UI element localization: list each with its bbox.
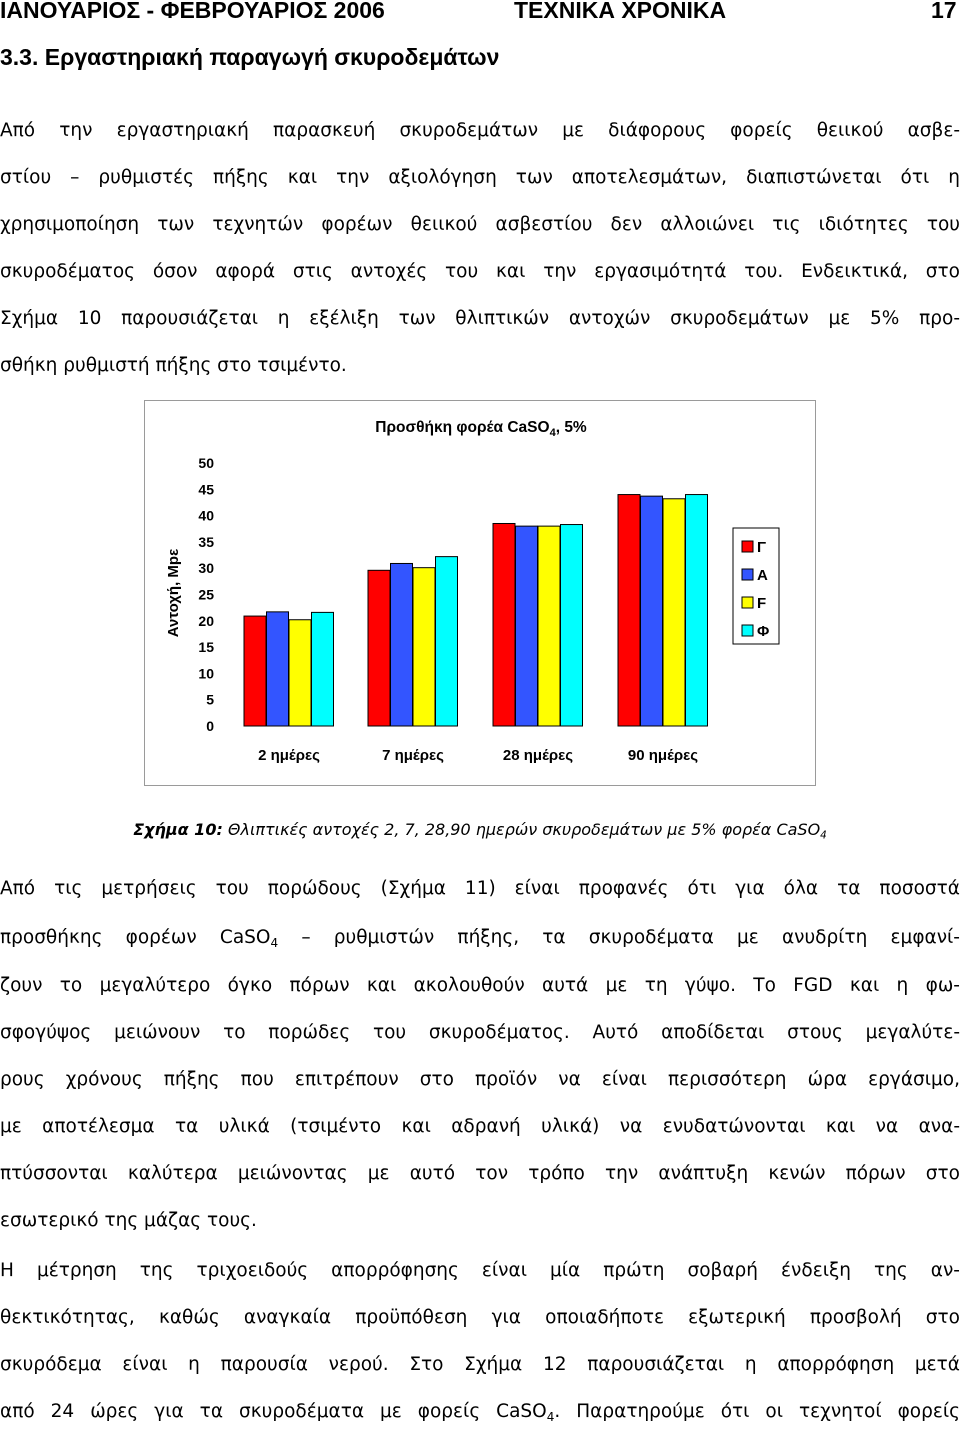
line-part: από 24 ώρες για τα σκυροδέματα με φορείς CaSO (0, 1401, 547, 1422)
paragraph-line (0, 1401, 960, 1427)
chart-legend (733, 528, 779, 644)
y-tick-label: 45 (198, 481, 214, 498)
y-tick-label: 40 (198, 507, 214, 524)
section-title: 3.3. Εργαστηριακή παραγωγή σκυροδεμάτων (0, 44, 500, 70)
caption-label: Σχήμα 10: (133, 820, 223, 839)
strength-bar-chart (144, 400, 816, 786)
paragraph-line: σκυρόδεμα είναι η παρουσία νερού. Στο Σχήμα 12 παρουσιάζεται η απορρόφηση μετά (0, 1354, 960, 1375)
chart-canvas (145, 401, 817, 787)
bar-Φ-0 (312, 612, 334, 726)
bar-Γ-3 (618, 495, 640, 726)
y-tick-label: 10 (198, 665, 214, 682)
legend-swatch (742, 597, 753, 608)
line-subscript: 4 (546, 1410, 555, 1425)
y-axis-ticks (198, 455, 214, 734)
y-tick-label: 5 (206, 691, 214, 708)
legend-box (733, 528, 779, 644)
y-tick-label: 35 (198, 533, 214, 550)
paragraph-line: χρησιμοποίηση των τεχνητών φορέων θειικού ασβεστίου δεν αλλοιώνει τις ιδιότητες του (0, 214, 960, 235)
page-header (0, 0, 960, 22)
bar-series (244, 495, 708, 726)
paragraph-line: θεκτικότητας, καθώς αναγκαία προϋπόθεση για οποιαδήποτε εξωτερική προσβολή στο (0, 1307, 960, 1328)
x-tick-label: 7 ημέρες (382, 747, 444, 764)
y-axis-label: Αντοχή, Mpε (165, 548, 182, 638)
x-tick-label: 28 ημέρες (502, 747, 574, 764)
line-part: . Παρατηρούμε ότι οι τεχνητοί φορείς (554, 1401, 960, 1422)
paragraph-line: σφογύψος μειώνουν το πορώδες του σκυροδέματος. Αυτό αποδίδεται στους μεγαλύτε- (0, 1022, 960, 1043)
x-tick-label: 2 ημέρες (258, 747, 320, 764)
paragraph-line: στίου – ρυθμιστές πήξης και την αξιολόγηση των αποτελεσμάτων, διαπιστώνεται ότι η (0, 167, 960, 188)
legend-label: A (757, 567, 768, 584)
y-tick-label: 0 (206, 718, 214, 734)
line-part: προσθήκης φορέων CaSO (0, 927, 271, 948)
bar-F-0 (289, 620, 311, 726)
bar-A-0 (267, 612, 289, 726)
y-tick-label: 15 (198, 639, 214, 656)
x-axis-labels (258, 747, 698, 764)
bar-Γ-1 (368, 570, 390, 726)
paragraph-line: ρους χρόνους πήξης που επιτρέπουν στο προϊόν να είναι περισσότερη ώρα εργάσιμο, (0, 1069, 960, 1090)
bar-A-1 (391, 563, 413, 726)
chart-title (375, 419, 587, 439)
paragraph-line: ζουν το μεγαλύτερο όγκο πόρων και ακολουθούν αυτά με τη γύψο. Το FGD και η φω- (0, 975, 960, 996)
bar-F-3 (663, 499, 685, 726)
legend-swatch (742, 625, 753, 636)
bar-Φ-1 (436, 557, 458, 726)
paragraph-line: Σχήμα 10 παρουσιάζεται η εξέλιξη των θλιπτικών αντοχών σκυροδεμάτων με 5% προ- (0, 308, 960, 329)
bar-F-2 (538, 526, 560, 726)
page-number: 17 (931, 0, 957, 23)
bar-Φ-3 (686, 495, 708, 726)
caption-subscript: 4 (820, 829, 827, 842)
paragraph-line: με αποτέλεσμα τα υλικά (τσιμέντο και αδρανή υλικά) να ενυδατώνονται και να ανα- (0, 1116, 960, 1137)
header-journal-name: ΤΕΧΝΙΚΑ ΧΡΟΝΙΚΑ (514, 0, 727, 23)
paragraph-line: πτύσσονται καλύτερα μειώνοντας με αυτό τον τρόπο την ανάπτυξη κενών πόρων στο (0, 1163, 960, 1184)
line-subscript: 4 (270, 936, 279, 951)
bar-A-3 (641, 496, 663, 726)
y-tick-label: 25 (198, 586, 214, 603)
y-tick-label: 30 (198, 560, 214, 577)
legend-label: Φ (757, 623, 770, 640)
paragraph-line: εσωτερικό της μάζας τους. (0, 1210, 257, 1231)
paragraph-line: Από τις μετρήσεις του πορώδους (Σχήμα 11) είναι προφανές ότι για όλα τα ποσοστά (0, 878, 960, 899)
bar-Γ-2 (493, 523, 515, 726)
legend-swatch (742, 569, 753, 580)
legend-label: F (757, 595, 767, 612)
y-tick-label: 20 (198, 612, 214, 629)
x-tick-label: 90 ημέρες (627, 747, 699, 764)
paragraph-line: Η μέτρηση της τριχοειδούς απορρόφησης είναι μία πρώτη σοβαρή ένδειξη της αν- (0, 1260, 960, 1281)
paragraph-line: σκυροδέματος όσον αφορά στις αντοχές του και την εργασιμότητά του. Ενδεικτικά, στο (0, 261, 960, 282)
chart-title-text: Προσθήκη φορέα CaSO (375, 419, 550, 436)
header-issue-date: ΙΑΝΟΥΑΡΙΟΣ - ΦΕΒΡΟΥΑΡΙΟΣ 2006 (0, 0, 385, 23)
y-tick-label: 50 (198, 455, 214, 471)
caption-text: Θλιπτικές αντοχές 2, 7, 28,90 ημερών σκυροδεμάτων με 5% φορέα CaSO (222, 820, 821, 839)
bar-A-2 (516, 526, 538, 726)
paragraph-line (0, 927, 960, 953)
paragraph-line: Από την εργαστηριακή παρασκευή σκυροδεμάτων με διάφορους φορείς θειικού ασβε- (0, 120, 960, 141)
figure-caption (0, 820, 960, 842)
legend-label: Γ (757, 539, 767, 556)
chart-title-subscript: 4 (549, 427, 556, 439)
bar-Γ-0 (244, 616, 266, 726)
line-part: – ρυθμιστών πήξης, τα σκυροδέματα με ανυδρίτη εμφανί- (278, 927, 960, 948)
bar-F-1 (413, 568, 435, 726)
paragraph-line: σθήκη ρυθμιστή πήξης στο τσιμέντο. (0, 355, 347, 376)
chart-title-suffix: , 5% (555, 419, 587, 436)
bar-Φ-2 (561, 525, 583, 726)
legend-swatch (742, 541, 753, 552)
